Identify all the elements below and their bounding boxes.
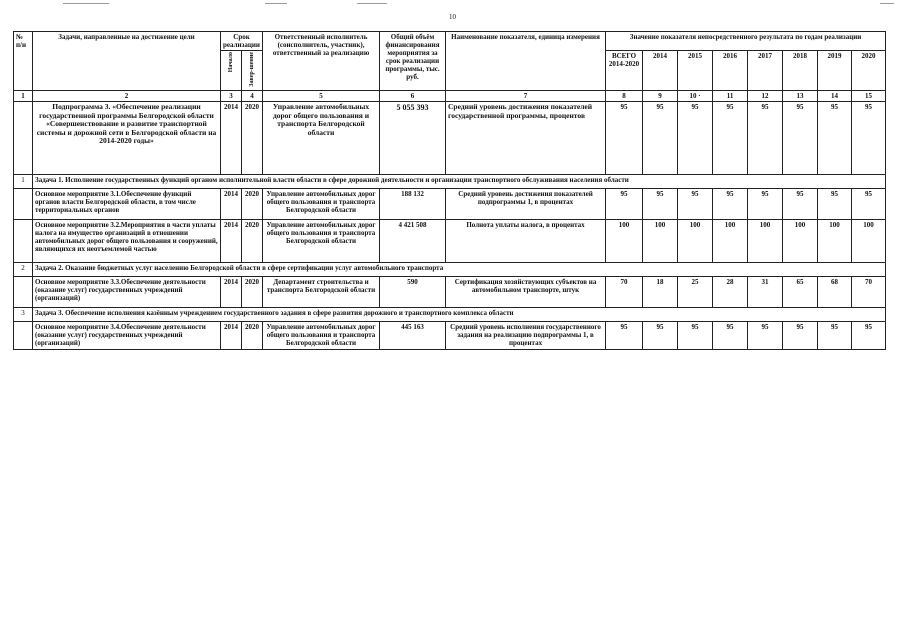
value-2019: 68 bbox=[818, 276, 852, 307]
value-2019: 95 bbox=[818, 188, 852, 219]
task-title: Задача 3. Обеспечение исполнения казённым учреждением государственного задания в сфере развития дорожного и транспортного комплекса области bbox=[33, 307, 886, 321]
value-2018: 95 bbox=[783, 188, 818, 219]
scan-mark bbox=[357, 3, 387, 4]
header-values: Значение показателя непосредственного результата по годам реализации bbox=[606, 32, 886, 51]
col-number: 12 bbox=[748, 90, 783, 101]
value-2014: 95 bbox=[643, 101, 678, 174]
col-number: 5 bbox=[263, 90, 380, 101]
scan-mark bbox=[265, 3, 287, 4]
row-number bbox=[14, 188, 33, 219]
header-total: ВСЕГО 2014-2020 bbox=[606, 51, 643, 91]
value-2014: 100 bbox=[643, 219, 678, 262]
task-number: 3 bbox=[14, 307, 33, 321]
header-funding: Общий объём финансирования мероприятия за срок реализации программы, тыс. руб. bbox=[380, 32, 446, 91]
header-year-2018: 2018 bbox=[783, 51, 818, 91]
col-number: 2 bbox=[33, 90, 221, 101]
executor: Управление автомобильных дорог общего пользования и транспорта Белгородской области bbox=[263, 219, 380, 262]
task-number: 2 bbox=[14, 262, 33, 276]
value-2014: 95 bbox=[643, 188, 678, 219]
value-2018: 100 bbox=[783, 219, 818, 262]
task-title: Задача 2. Оказание бюджетных услуг населению Белгородской области в сфере сертификации услуг автомобильного транспорта bbox=[33, 262, 886, 276]
value-2016: 95 bbox=[713, 321, 748, 349]
end-year: 2020 bbox=[242, 219, 263, 262]
value-2015: 25 bbox=[678, 276, 713, 307]
value-2015: 95 bbox=[678, 321, 713, 349]
end-year: 2020 bbox=[242, 321, 263, 349]
funding: 590 bbox=[380, 276, 446, 307]
start-year: 2014 bbox=[221, 276, 242, 307]
row-number bbox=[14, 276, 33, 307]
value-total: 95 bbox=[606, 188, 643, 219]
scan-mark bbox=[63, 3, 109, 4]
measure-row bbox=[14, 276, 886, 307]
value-2017: 95 bbox=[748, 188, 783, 219]
task-number: 1 bbox=[14, 174, 33, 188]
header-num: № п/н bbox=[14, 32, 33, 91]
indicator: Полнота уплаты налога, в процентах bbox=[446, 219, 606, 262]
col-number: 13 bbox=[783, 90, 818, 101]
col-number: 11 bbox=[713, 90, 748, 101]
value-2018: 95 bbox=[783, 321, 818, 349]
value-2020: 95 bbox=[852, 188, 886, 219]
value-2019: 100 bbox=[818, 219, 852, 262]
col-number: 3 bbox=[221, 90, 242, 101]
value-2020: 95 bbox=[852, 101, 886, 174]
header-start: Начало bbox=[221, 51, 242, 91]
indicator: Средний уровень исполнения государственного задания на реализацию подпрограммы 1, в процентах bbox=[446, 321, 606, 349]
col-number: 9 bbox=[643, 90, 678, 101]
value-2020: 100 bbox=[852, 219, 886, 262]
executor: Департамент строительства и транспорта Белгородской области bbox=[263, 276, 380, 307]
task-title: Задача 1. Исполнение государственных функций органом исполнительной власти области в сфере дорожной деятельности и организации транспортного обслуживания населения области bbox=[33, 174, 886, 188]
header-executor: Ответственный исполнитель (соисполнитель, участник), ответственный за реализацию bbox=[263, 32, 380, 91]
value-2015: 100 bbox=[678, 219, 713, 262]
value-2018: 65 bbox=[783, 276, 818, 307]
header-year-2015: 2015 bbox=[678, 51, 713, 91]
executor: Управление автомобильных дорог общего пользования и транспорта Белгородской области bbox=[263, 321, 380, 349]
header-indicator: Наименование показателя, единица измерения bbox=[446, 32, 606, 91]
measure-row bbox=[14, 321, 886, 349]
scan-mark bbox=[880, 3, 894, 4]
end-year: 2020 bbox=[242, 276, 263, 307]
header-year-2016: 2016 bbox=[713, 51, 748, 91]
header-year-2020: 2020 bbox=[852, 51, 886, 91]
value-2019: 95 bbox=[818, 321, 852, 349]
value-2019: 95 bbox=[818, 101, 852, 174]
executor: Управление автомобильных дорог общего пользования и транспорта Белгородской области bbox=[263, 101, 380, 174]
value-2016: 95 bbox=[713, 188, 748, 219]
value-2016: 100 bbox=[713, 219, 748, 262]
col-number: 7 bbox=[446, 90, 606, 101]
value-2018: 95 bbox=[783, 101, 818, 174]
header-year-2014: 2014 bbox=[643, 51, 678, 91]
page-number: 10 bbox=[449, 13, 456, 21]
value-2017: 31 bbox=[748, 276, 783, 307]
value-total: 70 bbox=[606, 276, 643, 307]
measure-name: Основное мероприятие 3.1.Обеспечение функций органов власти Белгородской области, в том числе территориальных органов bbox=[33, 188, 221, 219]
column-number-row bbox=[14, 90, 886, 101]
value-2017: 95 bbox=[748, 101, 783, 174]
end-year: 2020 bbox=[242, 101, 263, 174]
start-year: 2014 bbox=[221, 321, 242, 349]
header-year-2019: 2019 bbox=[818, 51, 852, 91]
indicator: Средний уровень достижения показателей подпрограммы 1, в процентах bbox=[446, 188, 606, 219]
col-number: 6 bbox=[380, 90, 446, 101]
executor: Управление автомобильных дорог общего пользования и транспорта Белгородской области bbox=[263, 188, 380, 219]
start-year: 2014 bbox=[221, 101, 242, 174]
indicator: Средний уровень достижения показателей государственной программы, процентов bbox=[446, 101, 606, 174]
row-number bbox=[14, 321, 33, 349]
header-end: Завер-шение bbox=[242, 51, 263, 91]
subprogram-row bbox=[14, 101, 886, 174]
value-total: 95 bbox=[606, 101, 643, 174]
value-2017: 95 bbox=[748, 321, 783, 349]
row-number bbox=[14, 101, 33, 174]
col-number: 8 bbox=[606, 90, 643, 101]
funding: 188 132 bbox=[380, 188, 446, 219]
subprogram-name: Подпрограмма 3. «Обеспечение реализации государственной программы Белгородской области «Совершенствование и развитие транспортной системы и дорожной сети в Белгородской области на 2014-2020 годы» bbox=[33, 101, 221, 174]
program-table bbox=[13, 31, 886, 350]
value-total: 95 bbox=[606, 321, 643, 349]
value-2016: 28 bbox=[713, 276, 748, 307]
indicator: Сертификация хозяйствующих субъектов на автомобильном транспорте, штук bbox=[446, 276, 606, 307]
measure-row bbox=[14, 188, 886, 219]
measure-name: Основное мероприятие 3.4.Обеспечение деятельности (оказание услуг) государственных учреждений (организаций) bbox=[33, 321, 221, 349]
end-year: 2020 bbox=[242, 188, 263, 219]
task-row bbox=[14, 174, 886, 188]
value-2014: 18 bbox=[643, 276, 678, 307]
value-2016: 95 bbox=[713, 101, 748, 174]
col-number: 1 bbox=[14, 90, 33, 101]
value-2015: 95 bbox=[678, 101, 713, 174]
funding: 445 163 bbox=[380, 321, 446, 349]
value-2017: 100 bbox=[748, 219, 783, 262]
funding: 5 055 393 bbox=[380, 101, 446, 174]
task-row bbox=[14, 307, 886, 321]
start-year: 2014 bbox=[221, 188, 242, 219]
header-term: Срок реализации bbox=[221, 32, 263, 51]
header-tasks: Задачи, направленные на достижение цели bbox=[33, 32, 221, 91]
header-row bbox=[14, 32, 886, 51]
value-2015: 95 bbox=[678, 188, 713, 219]
measure-name: Основное мероприятие 3.2.Мероприятия в части уплаты налога на имущество организаций в отношении автомобильных дорог общего пользования и сооружений, являющихся их неотъемлемой частью bbox=[33, 219, 221, 262]
header-year-2017: 2017 bbox=[748, 51, 783, 91]
row-number bbox=[14, 219, 33, 262]
measure-name: Основное мероприятие 3.3.Обеспечение деятельности (оказание услуг) государственных учреждений (организаций) bbox=[33, 276, 221, 307]
funding: 4 421 508 bbox=[380, 219, 446, 262]
value-2014: 95 bbox=[643, 321, 678, 349]
value-2020: 70 bbox=[852, 276, 886, 307]
col-number: 14 bbox=[818, 90, 852, 101]
col-number: 15 bbox=[852, 90, 886, 101]
task-row bbox=[14, 262, 886, 276]
value-2020: 95 bbox=[852, 321, 886, 349]
value-total: 100 bbox=[606, 219, 643, 262]
start-year: 2014 bbox=[221, 219, 242, 262]
measure-row bbox=[14, 219, 886, 262]
col-number: 10 · bbox=[678, 90, 713, 101]
col-number: 4 bbox=[242, 90, 263, 101]
